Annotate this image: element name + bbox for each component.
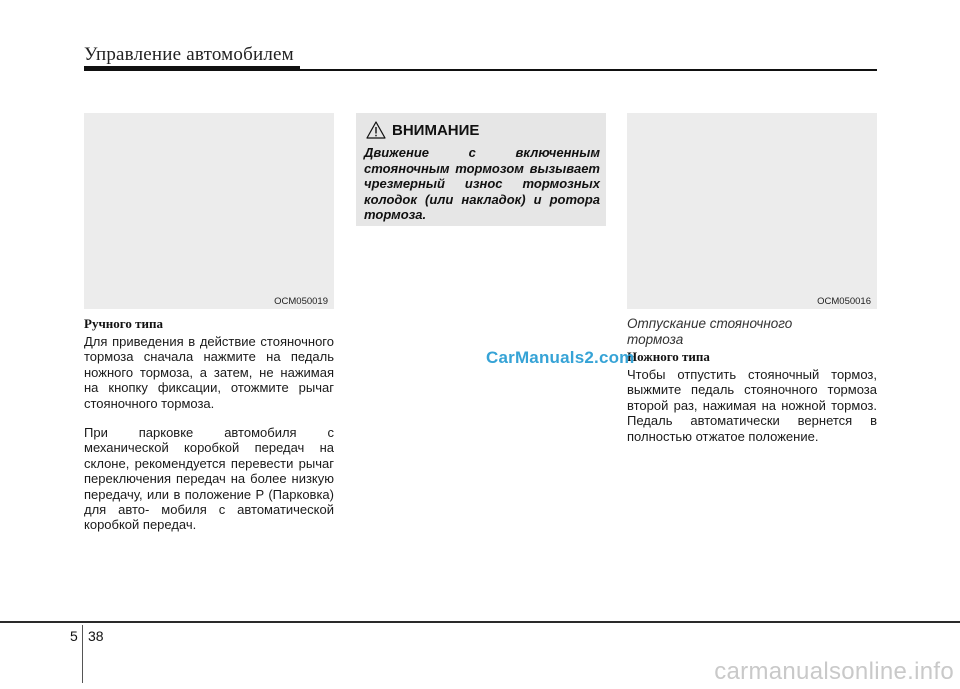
left-figure bbox=[84, 113, 334, 309]
watermark: CarManuals2.com bbox=[486, 348, 635, 367]
warning-title: ВНИМАНИЕ bbox=[392, 121, 480, 139]
right-figure-code: OCM050016 bbox=[817, 296, 871, 307]
page-header-title: Управление автомобилем bbox=[84, 44, 294, 65]
right-subtitle: Ножного типа bbox=[627, 349, 710, 364]
warning-box bbox=[356, 113, 606, 226]
left-subtitle: Ручного типа bbox=[84, 316, 163, 331]
footer-rule bbox=[0, 621, 960, 623]
left-figure-code: OCM050019 bbox=[274, 296, 328, 307]
right-text: Чтобы отпустить стояночный тормоз, выжмите педаль стояночного тормоза второй раз, нажимая на ножной тормоз. Педаль автоматически вернется в полностью отжатое положение. bbox=[627, 367, 877, 444]
page-number-divider bbox=[82, 625, 83, 683]
section-number: 5 bbox=[70, 628, 78, 644]
header-rule bbox=[84, 69, 877, 71]
left-paragraph-1: Для приведения в действие стояночного тормоза сначала нажмите на педаль ножного тормоза, а затем, не нажимая на кнопку фиксации, отожмите рычаг стояночного тормоза. bbox=[84, 334, 334, 411]
footer-site-watermark: carmanualsonline.info bbox=[714, 658, 954, 685]
warning-text: Движение с включенным стояночным тормозом вызывает чрезмерный износ тормозных колодок (или накладок) и ротора тормоза. bbox=[364, 145, 600, 222]
left-paragraph-2: При парковке автомобиля с механической коробкой передач на склоне, рекомендуется перевести рычаг переключения передач на более низкую передачу, или в положение P (Парковка) для авто- мобиля с автоматической коробкой передач. bbox=[84, 425, 334, 533]
page-number: 38 bbox=[88, 628, 104, 644]
left-text bbox=[84, 334, 334, 547]
right-heading: Отпускание стояночного тормоза bbox=[627, 316, 793, 347]
warning-triangle-icon bbox=[366, 121, 386, 139]
warning-title-row bbox=[366, 121, 479, 139]
right-figure bbox=[627, 113, 877, 309]
